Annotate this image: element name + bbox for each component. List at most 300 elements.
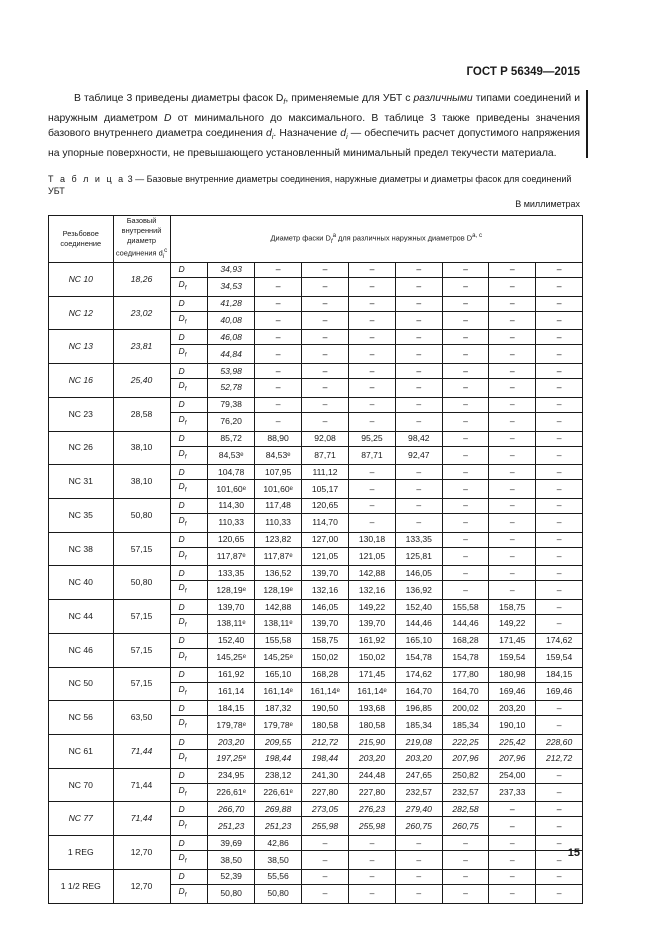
cell-D: –: [489, 836, 536, 851]
cell-D: –: [349, 498, 396, 513]
cell-D: 133,35: [395, 532, 442, 547]
thread-name: NC 46: [49, 633, 114, 667]
cell-D: 158,75: [302, 633, 349, 648]
cell-D: –: [395, 330, 442, 345]
row-label-Df: $D_f$: [170, 581, 208, 600]
cell-D: –: [302, 296, 349, 311]
cell-Df: 203,20: [349, 750, 396, 769]
row-label-D: D: [170, 330, 208, 345]
row-label-D: D: [170, 768, 208, 783]
thread-name: NC 31: [49, 465, 114, 499]
cell-Df: 212,72: [536, 750, 583, 769]
cell-D: 34,93: [208, 262, 255, 277]
cell-D: –: [255, 296, 302, 311]
cell-Df: –: [536, 716, 583, 735]
cell-Df: –: [302, 277, 349, 296]
cell-Df: 132,16: [302, 581, 349, 600]
row-label-D: D: [170, 735, 208, 750]
cell-Df: 105,17: [302, 480, 349, 499]
cell-D: –: [536, 364, 583, 379]
cell-Df: 164,70: [442, 682, 489, 701]
cell-Df: 52,78: [208, 379, 255, 398]
row-label-Df: $D_f$: [170, 480, 208, 499]
cell-Df: 139,70: [302, 615, 349, 634]
cell-Df: –: [536, 412, 583, 431]
cell-D: 120,65: [302, 498, 349, 513]
cell-D: –: [302, 364, 349, 379]
cell-Df: –: [302, 379, 349, 398]
cell-D: –: [489, 364, 536, 379]
cell-Df: –: [395, 379, 442, 398]
cell-Df: 149,22: [489, 615, 536, 634]
cell-D: 174,62: [395, 667, 442, 682]
cell-D: 127,00: [302, 532, 349, 547]
cell-Df: –: [536, 581, 583, 600]
cell-D: –: [489, 431, 536, 446]
table-row-D: [49, 701, 583, 716]
table-row-D: [49, 633, 583, 648]
row-label-Df: $D_f$: [170, 682, 208, 701]
thread-name: 1 REG: [49, 836, 114, 870]
cell-D: –: [349, 465, 396, 480]
cell-D: –: [536, 768, 583, 783]
cell-Df: –: [349, 480, 396, 499]
cell-Df: –: [395, 277, 442, 296]
cell-D: 266,70: [208, 802, 255, 817]
cell-D: 215,90: [349, 735, 396, 750]
cell-D: –: [489, 869, 536, 884]
cell-D: 53,98: [208, 364, 255, 379]
table-caption: Т а б л и ц а 3 — Базовые внутренние диаметры соединения, наружные диаметры и диаметры фасок для соединений УБТ: [48, 174, 572, 196]
thread-name: NC 16: [49, 364, 114, 398]
table-header-row: [49, 216, 583, 263]
cell-Df: 207,96: [489, 750, 536, 769]
row-label-D: D: [170, 431, 208, 446]
cell-D: 228,60: [536, 735, 583, 750]
cell-Df: 125,81: [395, 547, 442, 566]
cell-Df: –: [442, 412, 489, 431]
table-row-D: [49, 869, 583, 884]
cell-Df: –: [302, 345, 349, 364]
table-row-D: [49, 330, 583, 345]
cell-Df: –: [536, 615, 583, 634]
cell-D: –: [302, 262, 349, 277]
cell-Df: –: [489, 480, 536, 499]
cell-D: –: [489, 397, 536, 412]
cell-D: –: [349, 330, 396, 345]
cell-D: –: [536, 397, 583, 412]
cell-D: 241,30: [302, 768, 349, 783]
base-diameter: 23,02: [113, 296, 170, 330]
cell-Df: –: [442, 379, 489, 398]
row-label-D: D: [170, 701, 208, 716]
cell-Df: –: [395, 480, 442, 499]
cell-Df: 121,05: [349, 547, 396, 566]
row-label-Df: $D_f$: [170, 412, 208, 431]
cell-D: –: [442, 262, 489, 277]
cell-D: 250,82: [442, 768, 489, 783]
row-label-Df: $D_f$: [170, 716, 208, 735]
cell-D: –: [489, 465, 536, 480]
cell-D: 92,08: [302, 431, 349, 446]
cell-Df: 207,96: [442, 750, 489, 769]
cell-Df: –: [395, 851, 442, 870]
cell-D: 184,15: [208, 701, 255, 716]
cell-Df: –: [395, 884, 442, 903]
cell-D: 155,58: [255, 633, 302, 648]
cell-Df: 251,23: [208, 817, 255, 836]
cell-Df: 110,33: [208, 513, 255, 532]
cell-Df: 38,50: [255, 851, 302, 870]
cell-Df: 138,11ᵉ: [255, 615, 302, 634]
cell-D: 104,78: [208, 465, 255, 480]
cell-Df: 92,47: [395, 446, 442, 465]
cell-D: –: [489, 498, 536, 513]
cell-D: 142,88: [255, 600, 302, 615]
cell-Df: –: [442, 446, 489, 465]
cell-Df: –: [536, 547, 583, 566]
cell-Df: –: [536, 480, 583, 499]
table-row-D: [49, 397, 583, 412]
row-label-Df: $D_f$: [170, 783, 208, 802]
cell-D: 184,15: [536, 667, 583, 682]
cell-D: –: [442, 296, 489, 311]
cell-D: 282,58: [442, 802, 489, 817]
cell-Df: –: [395, 412, 442, 431]
cell-Df: 161,14ᵉ: [349, 682, 396, 701]
cell-Df: 255,98: [302, 817, 349, 836]
row-label-D: D: [170, 296, 208, 311]
base-diameter: 57,15: [113, 600, 170, 634]
cell-Df: –: [536, 277, 583, 296]
cell-Df: 154,78: [442, 648, 489, 667]
cell-Df: 251,23: [255, 817, 302, 836]
row-label-Df: $D_f$: [170, 345, 208, 364]
cell-Df: –: [442, 345, 489, 364]
thread-name: NC 35: [49, 498, 114, 532]
cell-Df: 159,54: [489, 648, 536, 667]
cell-Df: 179,78ᵉ: [255, 716, 302, 735]
cell-D: 209,55: [255, 735, 302, 750]
cell-Df: 132,16: [349, 581, 396, 600]
cell-Df: –: [395, 513, 442, 532]
cell-D: 203,20: [208, 735, 255, 750]
cell-Df: 159,54: [536, 648, 583, 667]
cell-D: 234,95: [208, 768, 255, 783]
cell-Df: 161,14: [208, 682, 255, 701]
cell-Df: 179,78ᵉ: [208, 716, 255, 735]
base-diameter: 57,15: [113, 532, 170, 566]
row-label-D: D: [170, 532, 208, 547]
cell-D: –: [442, 566, 489, 581]
cell-Df: 255,98: [349, 817, 396, 836]
cell-Df: 138,11ᵉ: [208, 615, 255, 634]
cell-D: –: [395, 364, 442, 379]
cell-D: 117,48: [255, 498, 302, 513]
header-thread: Резьбовое соединение: [49, 216, 114, 263]
cell-D: –: [536, 836, 583, 851]
page-number: 15: [567, 847, 580, 859]
cell-Df: –: [255, 345, 302, 364]
cell-Df: –: [349, 513, 396, 532]
cell-D: –: [489, 262, 536, 277]
table-row-D: [49, 498, 583, 513]
row-label-Df: $D_f$: [170, 547, 208, 566]
cell-Df: 161,14ᵉ: [302, 682, 349, 701]
cell-D: 165,10: [255, 667, 302, 682]
table-row-D: [49, 566, 583, 581]
cell-D: –: [349, 296, 396, 311]
cell-Df: 139,70: [349, 615, 396, 634]
cell-D: –: [489, 296, 536, 311]
cell-D: 46,08: [208, 330, 255, 345]
table-row-D: [49, 296, 583, 311]
cell-D: 155,58: [442, 600, 489, 615]
cell-Df: 161,14ᵉ: [255, 682, 302, 701]
cell-Df: 145,25ᵉ: [208, 648, 255, 667]
row-label-Df: $D_f$: [170, 615, 208, 634]
cell-Df: –: [442, 277, 489, 296]
cell-D: –: [255, 397, 302, 412]
cell-D: 120,65: [208, 532, 255, 547]
cell-Df: 260,75: [442, 817, 489, 836]
table-row-D: [49, 262, 583, 277]
cell-D: 161,92: [208, 667, 255, 682]
cell-D: –: [255, 364, 302, 379]
row-label-D: D: [170, 566, 208, 581]
cell-Df: 44,84: [208, 345, 255, 364]
cell-D: –: [536, 802, 583, 817]
cell-Df: –: [536, 311, 583, 330]
table-row-D: [49, 431, 583, 446]
cell-Df: 136,92: [395, 581, 442, 600]
cell-Df: 185,34: [442, 716, 489, 735]
cell-Df: 114,70: [302, 513, 349, 532]
thread-name: NC 10: [49, 262, 114, 296]
cell-Df: 101,60ᵉ: [255, 480, 302, 499]
cell-D: –: [442, 364, 489, 379]
cell-Df: 117,87ᵉ: [208, 547, 255, 566]
cell-D: 222,25: [442, 735, 489, 750]
intro-paragraph: В таблице 3 приведены диаметры фасок $D_f$, применяемые для УБТ с различными типами соединений и наружным диаметром D от минимального до максимального. В таблице 3 также приведены значения базового внутреннего диаметра соединения $d_i$. Назначение $d_i$ — обеспечить расчет допустимого напряжения на упорные поверхности, не превышающего установленный минимальный предел текучести материала.: [48, 93, 581, 159]
cell-D: –: [536, 701, 583, 716]
row-label-D: D: [170, 498, 208, 513]
thread-name: NC 56: [49, 701, 114, 735]
units-note: В миллиметрах: [515, 199, 580, 209]
row-label-D: D: [170, 802, 208, 817]
cell-D: –: [349, 836, 396, 851]
cell-D: 55,56: [255, 869, 302, 884]
row-label-Df: $D_f$: [170, 379, 208, 398]
cell-D: 161,92: [349, 633, 396, 648]
thread-name: NC 44: [49, 600, 114, 634]
cell-Df: 34,53: [208, 277, 255, 296]
cell-D: 244,48: [349, 768, 396, 783]
base-diameter: 38,10: [113, 465, 170, 499]
cell-Df: 226,61ᵉ: [255, 783, 302, 802]
cell-D: 111,12: [302, 465, 349, 480]
document-code: ГОСТ Р 56349—2015: [466, 66, 580, 78]
cell-D: 136,52: [255, 566, 302, 581]
cell-Df: 150,02: [349, 648, 396, 667]
cell-Df: –: [489, 581, 536, 600]
cell-D: –: [442, 465, 489, 480]
cell-Df: –: [302, 311, 349, 330]
base-diameter: 71,44: [113, 735, 170, 769]
cell-D: –: [442, 532, 489, 547]
cell-Df: 87,71: [302, 446, 349, 465]
cell-D: –: [302, 397, 349, 412]
cell-D: 52,39: [208, 869, 255, 884]
cell-D: –: [349, 397, 396, 412]
cell-D: 171,45: [349, 667, 396, 682]
cell-Df: –: [349, 412, 396, 431]
cell-D: 276,23: [349, 802, 396, 817]
cell-D: –: [255, 330, 302, 345]
row-label-Df: $D_f$: [170, 851, 208, 870]
cell-D: –: [489, 802, 536, 817]
cell-Df: 164,70: [395, 682, 442, 701]
cell-Df: –: [536, 851, 583, 870]
cell-D: –: [536, 532, 583, 547]
cell-Df: 198,44: [302, 750, 349, 769]
table-row-D: [49, 465, 583, 480]
cell-D: –: [302, 869, 349, 884]
cell-D: 42,86: [255, 836, 302, 851]
cell-Df: 101,60ᵉ: [208, 480, 255, 499]
cell-D: –: [536, 498, 583, 513]
cell-D: 152,40: [208, 633, 255, 648]
cell-Df: –: [489, 446, 536, 465]
diameter-table: [48, 215, 583, 904]
cell-D: 146,05: [395, 566, 442, 581]
base-diameter: 50,80: [113, 498, 170, 532]
cell-Df: 87,71: [349, 446, 396, 465]
cell-Df: –: [442, 513, 489, 532]
cell-Df: 76,20: [208, 412, 255, 431]
row-label-D: D: [170, 869, 208, 884]
cell-Df: 198,44: [255, 750, 302, 769]
cell-D: –: [349, 869, 396, 884]
base-diameter: 38,10: [113, 431, 170, 465]
row-label-D: D: [170, 364, 208, 379]
cell-Df: 121,05: [302, 547, 349, 566]
cell-D: –: [536, 566, 583, 581]
thread-name: NC 61: [49, 735, 114, 769]
header-chamfer-diameter: Диаметр фаски $D_f^a$ для различных наружных диаметров D$^{a, c}$: [170, 216, 582, 263]
cell-Df: 232,57: [395, 783, 442, 802]
base-diameter: 12,70: [113, 836, 170, 870]
cell-Df: –: [489, 851, 536, 870]
thread-name: NC 77: [49, 802, 114, 836]
cell-D: 174,62: [536, 633, 583, 648]
cell-D: 219,08: [395, 735, 442, 750]
cell-Df: –: [489, 412, 536, 431]
row-label-Df: $D_f$: [170, 648, 208, 667]
cell-D: 187,32: [255, 701, 302, 716]
cell-D: –: [536, 600, 583, 615]
thread-name: NC 26: [49, 431, 114, 465]
cell-Df: –: [442, 547, 489, 566]
row-label-D: D: [170, 633, 208, 648]
cell-Df: 50,80: [208, 884, 255, 903]
thread-name: 1 1/2 REG: [49, 869, 114, 903]
cell-D: –: [442, 836, 489, 851]
cell-Df: 144,46: [395, 615, 442, 634]
cell-Df: –: [536, 379, 583, 398]
base-diameter: 71,44: [113, 768, 170, 802]
cell-Df: 169,46: [536, 682, 583, 701]
cell-D: 142,88: [349, 566, 396, 581]
cell-Df: –: [489, 884, 536, 903]
cell-D: 114,30: [208, 498, 255, 513]
base-diameter: 18,26: [113, 262, 170, 296]
cell-D: 177,80: [442, 667, 489, 682]
thread-name: NC 50: [49, 667, 114, 701]
table-row-D: [49, 364, 583, 379]
cell-D: –: [395, 869, 442, 884]
cell-Df: –: [536, 783, 583, 802]
cell-Df: –: [349, 884, 396, 903]
cell-D: 149,22: [349, 600, 396, 615]
table-row-D: [49, 802, 583, 817]
cell-Df: –: [395, 345, 442, 364]
cell-Df: –: [349, 379, 396, 398]
cell-D: –: [395, 465, 442, 480]
cell-Df: 110,33: [255, 513, 302, 532]
cell-Df: –: [349, 277, 396, 296]
cell-D: 254,00: [489, 768, 536, 783]
cell-Df: –: [489, 345, 536, 364]
cell-D: –: [536, 296, 583, 311]
base-diameter: 23,81: [113, 330, 170, 364]
cell-D: –: [536, 431, 583, 446]
cell-D: 39,69: [208, 836, 255, 851]
cell-D: –: [395, 498, 442, 513]
cell-Df: 84,53ᵉ: [208, 446, 255, 465]
header-base-diameter: Базовый внутренний диаметр соединения $d_i^c$: [113, 216, 170, 263]
cell-Df: 226,61ᵉ: [208, 783, 255, 802]
cell-D: 123,82: [255, 532, 302, 547]
cell-D: 171,45: [489, 633, 536, 648]
cell-Df: 190,10: [489, 716, 536, 735]
cell-Df: 154,78: [395, 648, 442, 667]
cell-Df: 128,19ᵉ: [208, 581, 255, 600]
cell-Df: –: [442, 581, 489, 600]
base-diameter: 57,15: [113, 667, 170, 701]
cell-Df: 232,57: [442, 783, 489, 802]
cell-D: –: [442, 431, 489, 446]
cell-Df: 84,53ᵉ: [255, 446, 302, 465]
cell-D: 41,28: [208, 296, 255, 311]
cell-D: –: [302, 330, 349, 345]
cell-Df: 169,46: [489, 682, 536, 701]
row-label-Df: $D_f$: [170, 884, 208, 903]
cell-Df: –: [349, 345, 396, 364]
cell-Df: 150,02: [302, 648, 349, 667]
cell-D: 146,05: [302, 600, 349, 615]
base-diameter: 28,58: [113, 397, 170, 431]
cell-Df: 144,46: [442, 615, 489, 634]
cell-D: 273,05: [302, 802, 349, 817]
cell-Df: –: [489, 817, 536, 836]
cell-D: 247,65: [395, 768, 442, 783]
cell-Df: 203,20: [395, 750, 442, 769]
cell-D: –: [395, 836, 442, 851]
row-label-Df: $D_f$: [170, 750, 208, 769]
cell-D: 168,28: [442, 633, 489, 648]
cell-D: –: [395, 397, 442, 412]
